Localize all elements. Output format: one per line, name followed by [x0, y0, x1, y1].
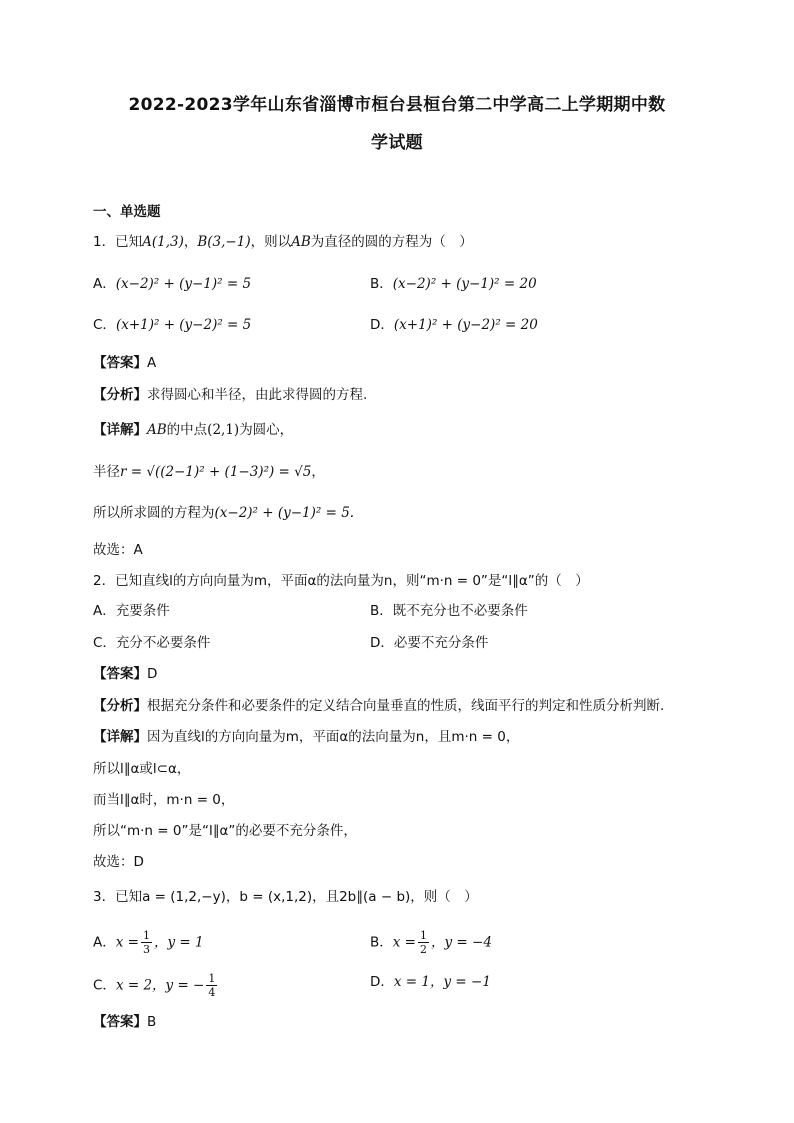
q1-analysis [93, 385, 367, 405]
detail-label: 【详解】 [93, 422, 147, 438]
option-label: A． [93, 276, 116, 292]
option-text-2: ，y = 1 [153, 934, 204, 951]
question-2-stem: 2．已知直线l的方向向量为m，平面α的法向量为n，则“m·n = 0”是“l∥α”的（ ） [93, 573, 589, 589]
fraction [418, 929, 429, 956]
answer-value: A [147, 355, 157, 371]
option-label: C． [93, 977, 116, 994]
fraction-numerator: 1 [419, 929, 427, 942]
analysis-text: 求得圆心和半径，由此求得圆的方程. [147, 387, 368, 403]
q1-option-d [370, 315, 538, 335]
equation-expression: (x−2)² + (y−1)² = 5. [214, 505, 355, 521]
fraction-denominator: 2 [419, 943, 427, 956]
choose-value: A [133, 542, 143, 558]
q1-option-b [370, 274, 537, 294]
q2-line-1: 所以l∥α或l⊂α， [93, 761, 191, 777]
q2-option-a: A．充要条件 [93, 603, 170, 619]
question-3-stem: 3．已知a = (1,2,−y)，b = (x,1,2)，且2b∥(a − b)，则（ ） [93, 889, 478, 905]
analysis-label: 【分析】 [93, 698, 147, 714]
answer-value: B [147, 1014, 157, 1030]
option-text: x = 1，y = −1 [393, 974, 491, 990]
option-text: (x−2)² + (y−1)² = 5 [115, 276, 252, 292]
option-text: x = 2，y = − [115, 977, 205, 994]
q3-option-a [93, 929, 204, 956]
detail-text: 因为直线l的方向向量为m，平面α的法向量为n，且m·n = 0， [147, 729, 520, 745]
answer-label: 【答案】 [93, 666, 147, 682]
section-heading: 一、单选题 [93, 204, 161, 220]
radius-end: ， [311, 464, 325, 480]
detail-midpoint: (2,1) [207, 422, 240, 438]
option-label: B． [370, 276, 393, 292]
q1-stem-text: 1．已知 [93, 234, 143, 250]
q3-option-d [370, 972, 491, 992]
page-title: 2022-2023学年山东省淄博市桓台县桓台第二中学高二上学期期中数 [128, 95, 666, 115]
option-text: (x−2)² + (y−1)² = 20 [392, 276, 537, 292]
detail-text-2: 为圆心， [239, 422, 294, 438]
q2-option-c: C．充分不必要条件 [93, 635, 211, 651]
radius-label: 半径 [93, 464, 120, 480]
q2-detail [93, 727, 519, 747]
detail-text: 的中点 [166, 422, 208, 438]
detail-segment: AB [147, 422, 167, 438]
option-label: A． [93, 934, 116, 951]
q1-segment: AB [291, 234, 311, 250]
q2-line-3: 所以“m·n = 0”是“l∥α”的必要不充分条件， [93, 823, 357, 839]
q1-point-b: B(3,−1) [197, 234, 251, 250]
q3-option-c [93, 972, 219, 999]
q1-sep: ， [183, 234, 198, 250]
q2-answer [93, 664, 157, 684]
q1-stem-text-2: ，则以 [250, 234, 292, 250]
fraction-numerator: 1 [142, 929, 150, 942]
option-label: D． [370, 974, 394, 990]
fraction-denominator: 3 [142, 943, 150, 956]
q1-stem-text-3: 为直径的圆的方程为（ ） [310, 234, 473, 250]
q1-option-a [93, 274, 251, 294]
q1-answer [93, 353, 156, 373]
equation-label: 所以所求圆的方程为 [93, 505, 215, 521]
fraction-numerator: 1 [208, 972, 216, 985]
choose-value: D [133, 854, 144, 870]
q1-radius [93, 462, 325, 482]
choose-label: 故选： [93, 854, 134, 870]
q3-answer [93, 1012, 156, 1032]
radius-expression: r = √((2−1)² + (1−3)²) = √5 [120, 464, 312, 480]
analysis-text: 根据充分条件和必要条件的定义结合向量垂直的性质，线面平行的判定和性质分析判断. [147, 698, 665, 714]
detail-label: 【详解】 [93, 729, 147, 745]
option-text: x = [392, 934, 416, 951]
answer-label: 【答案】 [93, 355, 147, 371]
answer-value: D [147, 666, 158, 682]
fraction [206, 972, 217, 999]
question-1-stem [93, 232, 473, 252]
q2-option-d: D．必要不充分条件 [370, 635, 489, 651]
page-title-continued: 学试题 [371, 133, 423, 153]
option-label: C． [93, 317, 116, 333]
option-label: B． [370, 934, 393, 951]
choose-label: 故选： [93, 542, 134, 558]
q2-analysis [93, 696, 664, 716]
q1-point-a: A(1,3) [142, 234, 184, 250]
q1-equation [93, 503, 354, 523]
option-text: (x+1)² + (y−2)² = 5 [115, 317, 252, 333]
q2-option-b: B．既不充分也不必要条件 [370, 603, 528, 619]
option-text: (x+1)² + (y−2)² = 20 [393, 317, 538, 333]
answer-label: 【答案】 [93, 1014, 147, 1030]
q1-option-c [93, 315, 251, 335]
fraction [141, 929, 152, 956]
q1-detail [93, 420, 293, 440]
option-label: D． [370, 317, 394, 333]
analysis-label: 【分析】 [93, 387, 147, 403]
option-text-2: ，y = −4 [430, 934, 492, 951]
q3-option-b [370, 929, 492, 956]
q1-choose [93, 540, 143, 560]
fraction-denominator: 4 [208, 986, 216, 999]
q2-choose [93, 852, 144, 872]
q2-line-2: 而当l∥α时，m·n = 0， [93, 792, 235, 808]
option-text: x = [115, 934, 139, 951]
